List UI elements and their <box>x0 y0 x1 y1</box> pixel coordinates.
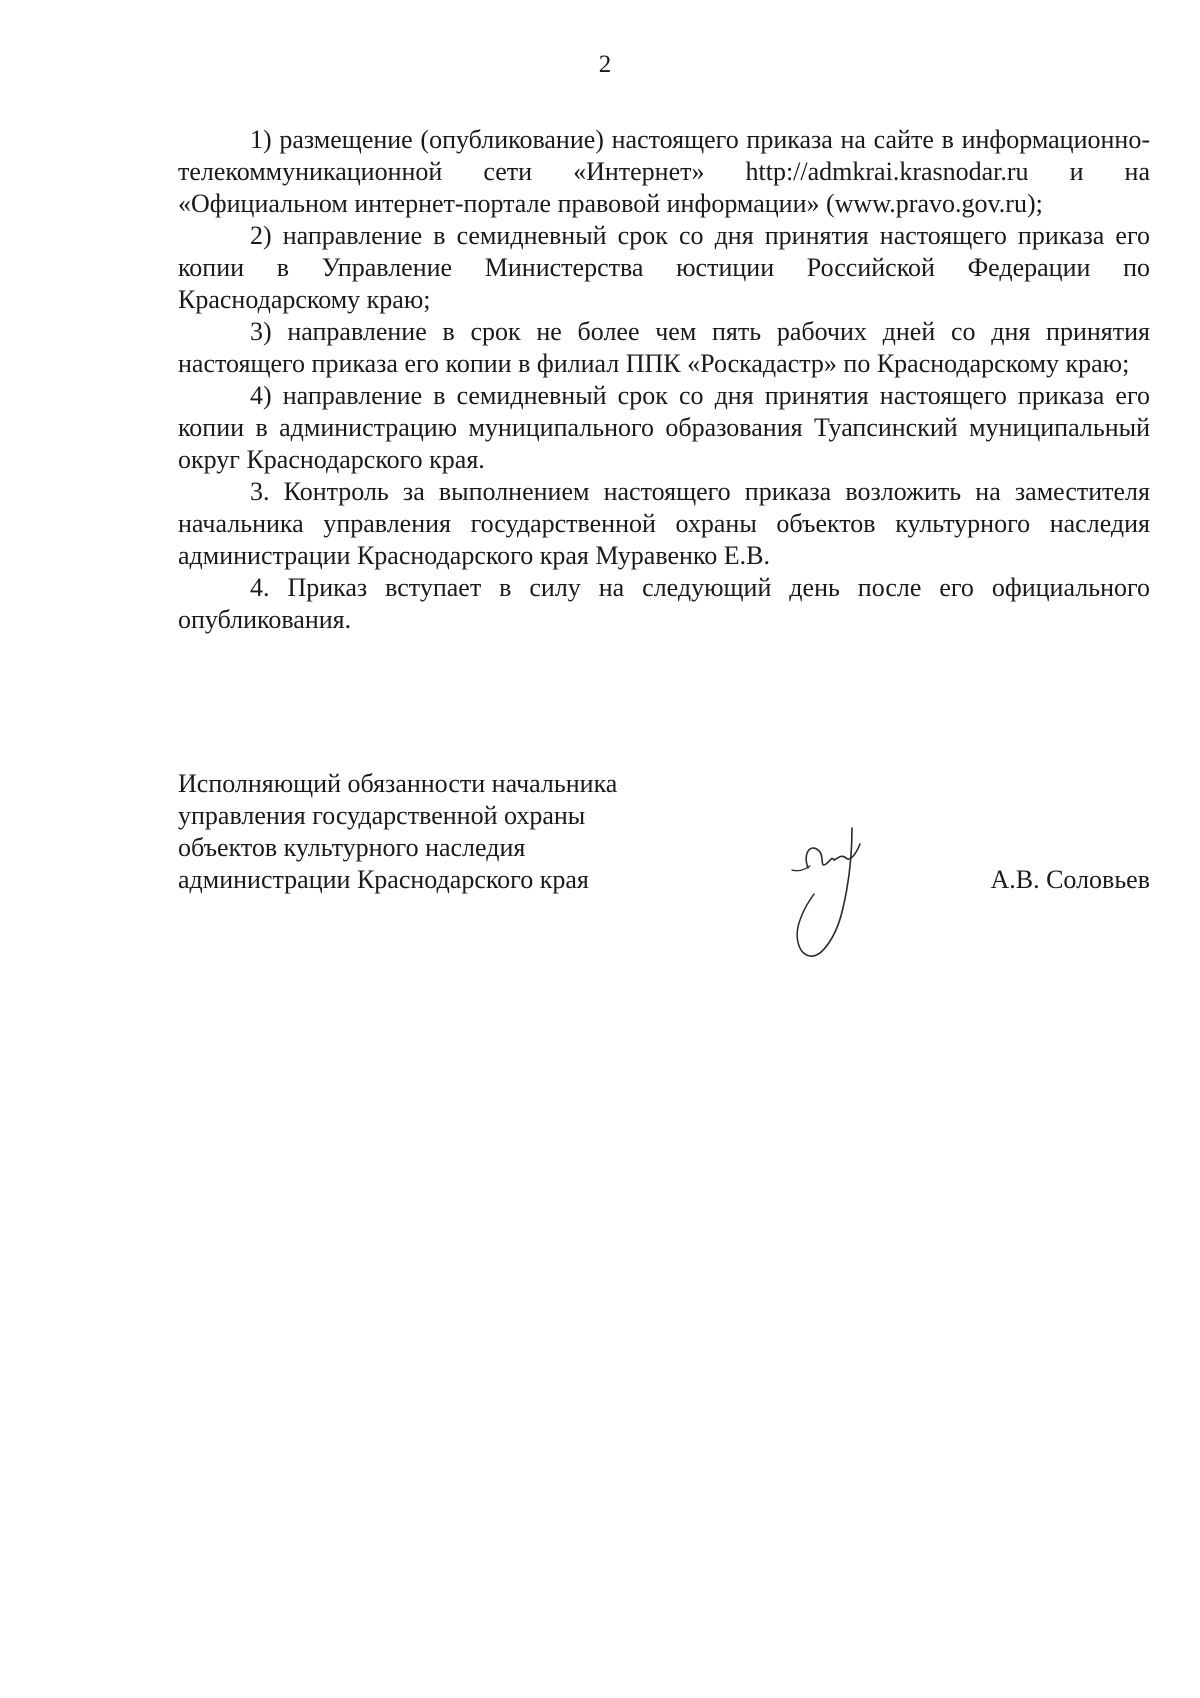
paragraph-ministry-justice: 2) направление в семидневный срок со дня принятия настоящего приказа его копии в Управление Министерства юстиции Российской Федерации по Краснодарскому краю; <box>178 221 1150 314</box>
signer-position-line: управления государственной охраны <box>178 801 586 830</box>
signer-position-line: Исполняющий обязанности начальника <box>178 769 618 798</box>
signer-position-line: объектов культурного наследия <box>178 833 526 862</box>
signer-name: А.В. Соловьев <box>990 865 1150 894</box>
paragraph-municipal-administration: 4) направление в семидневный срок со дня принятия настоящего приказа его копии в администрацию муниципального образования Туапсинский муниципальный округ Краснодарского края. <box>178 381 1150 474</box>
paragraph-publication: 1) размещение (опубликование) настоящего приказа на сайте в информационно-телекоммуникационной сети «Интернет» http://admkrai.krasnodar.ru и на «Официальном интернет-портале правовой информации» (www.pravo.gov.ru); <box>178 125 1150 218</box>
order-body <box>178 124 1150 636</box>
signature-block <box>178 768 1150 998</box>
paragraph-control: 3. Контроль за выполнением настоящего приказа возложить на заместителя начальника управления государственной охраны объектов культурного наследия администрации Краснодарского края Муравенко Е.В. <box>178 477 1150 570</box>
paragraph-entry-into-force: 4. Приказ вступает в силу на следующий день после его официального опубликования. <box>178 573 1150 634</box>
signer-position-line: администрации Краснодарского края <box>178 865 589 894</box>
handwritten-signature-icon <box>768 808 878 978</box>
signer-position <box>178 768 738 896</box>
paragraph-roskadastr: 3) направление в срок не более чем пять рабочих дней со дня принятия настоящего приказа его копии в филиал ППК «Роскадастр» по Краснодарскому краю; <box>178 317 1150 378</box>
page-number: 2 <box>598 51 612 78</box>
